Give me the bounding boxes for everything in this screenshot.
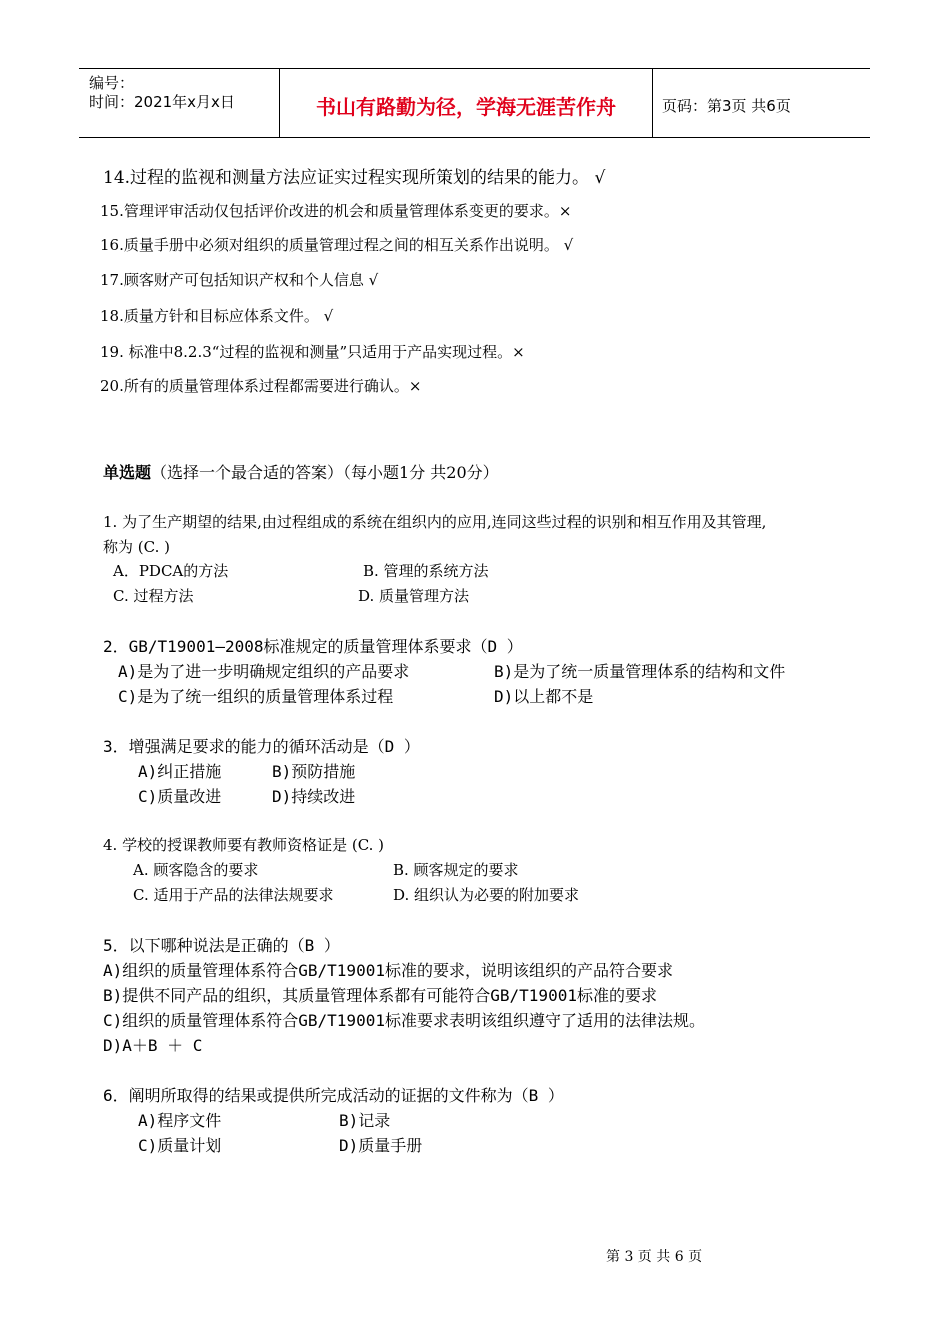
q3-option-b: B)预防措施 [272, 762, 356, 781]
q5-stem: 5．以下哪种说法是正确的（B ） [103, 936, 340, 955]
q6-option-b: B)记录 [339, 1111, 391, 1130]
header-motto-cell [280, 69, 653, 137]
tf-item-20: 20.所有的质量管理体系过程都需要进行确认。× [100, 377, 422, 395]
q2-option-a: A)是为了进一步明确规定组织的产品要求 [118, 662, 410, 681]
q2-stem: 2．GB/T19001—2008标准规定的质量管理体系要求（D ） [103, 637, 523, 656]
q2-option-d: D)以上都不是 [494, 687, 594, 706]
page-footer: 第 3 页 共 6 页 [606, 1249, 703, 1265]
tf-item-14: 14.过程的监视和测量方法应证实过程实现所策划的结果的能力。 √ [103, 168, 606, 188]
q6-stem: 6．阐明所取得的结果或提供所完成活动的证据的文件称为（B ） [103, 1086, 564, 1105]
q3-stem: 3．增强满足要求的能力的循环活动是（D ） [103, 737, 420, 756]
tf-item-19: 19. 标准中8.2.3“过程的监视和测量”只适用于产品实现过程。× [100, 343, 525, 361]
q5-option-c: C)组织的质量管理体系符合GB/T19001标准要求表明该组织遵守了适用的法律法规。 [103, 1011, 705, 1030]
time-label: 时间：2021年x月x日 [89, 93, 235, 111]
q1-option-d: D. 质量管理方法 [358, 587, 470, 605]
tf-item-15: 15.管理评审活动仅包括评价改进的机会和质量管理体系变更的要求。× [100, 202, 572, 220]
tf-item-18: 18.质量方针和目标应体系文件。 √ [100, 307, 334, 325]
q6-option-d: D)质量手册 [339, 1136, 423, 1155]
q4-option-a: A. 顾客隐含的要求 [133, 861, 259, 879]
q1-option-c: C. 过程方法 [113, 587, 194, 605]
q4-option-c: C. 适用于产品的法律法规要求 [133, 886, 334, 904]
page-info: 页码：第3页 共6页 [662, 97, 791, 115]
section-title: 单选题 [103, 463, 152, 482]
q1-stem-line2: 称为 (C. ) [103, 538, 170, 556]
q4-stem: 4. 学校的授课教师要有教师资格证是 (C. ) [103, 836, 385, 854]
q4-option-d: D. 组织认为必要的附加要求 [393, 886, 580, 904]
q3-option-c: C)质量改进 [138, 787, 222, 806]
q2-option-b: B)是为了统一质量管理体系的结构和文件 [494, 662, 786, 681]
section-heading [103, 460, 499, 483]
q5-option-b: B)提供不同产品的组织，其质量管理体系都有可能符合GB/T19001标准的要求 [103, 986, 657, 1005]
tf-item-17: 17.顾客财产可包括知识产权和个人信息 √ [100, 271, 379, 289]
q5-option-a: A)组织的质量管理体系符合GB/T19001标准的要求，说明该组织的产品符合要求 [103, 961, 673, 980]
motto: 书山有路勤为径，学海无涯苦作舟 [316, 95, 616, 119]
q2-option-c: C)是为了统一组织的质量管理体系过程 [118, 687, 394, 706]
tf-item-16: 16.质量手册中必须对组织的质量管理过程之间的相互关系作出说明。 √ [100, 236, 574, 254]
q4-option-b: B. 顾客规定的要求 [393, 861, 519, 879]
q3-option-a: A)纠正措施 [138, 762, 222, 781]
q1-option-a: A．PDCA的方法 [113, 562, 229, 580]
section-note: （选择一个最合适的答案）（每小题1分 共20分） [151, 463, 499, 482]
number-label: 编号： [89, 74, 135, 92]
q5-option-d: D)A＋B ＋ C [103, 1036, 203, 1055]
q6-option-a: A)程序文件 [138, 1111, 222, 1130]
q6-option-c: C)质量计划 [138, 1136, 222, 1155]
q1-option-b: B. 管理的系统方法 [363, 562, 489, 580]
q1-stem-line1: 1. 为了生产期望的结果,由过程组成的系统在组织内的应用,连同这些过程的识别和相互作用及其管理, [103, 513, 767, 531]
page-header [79, 68, 870, 138]
header-info-cell [79, 69, 280, 137]
q3-option-d: D)持续改进 [272, 787, 356, 806]
